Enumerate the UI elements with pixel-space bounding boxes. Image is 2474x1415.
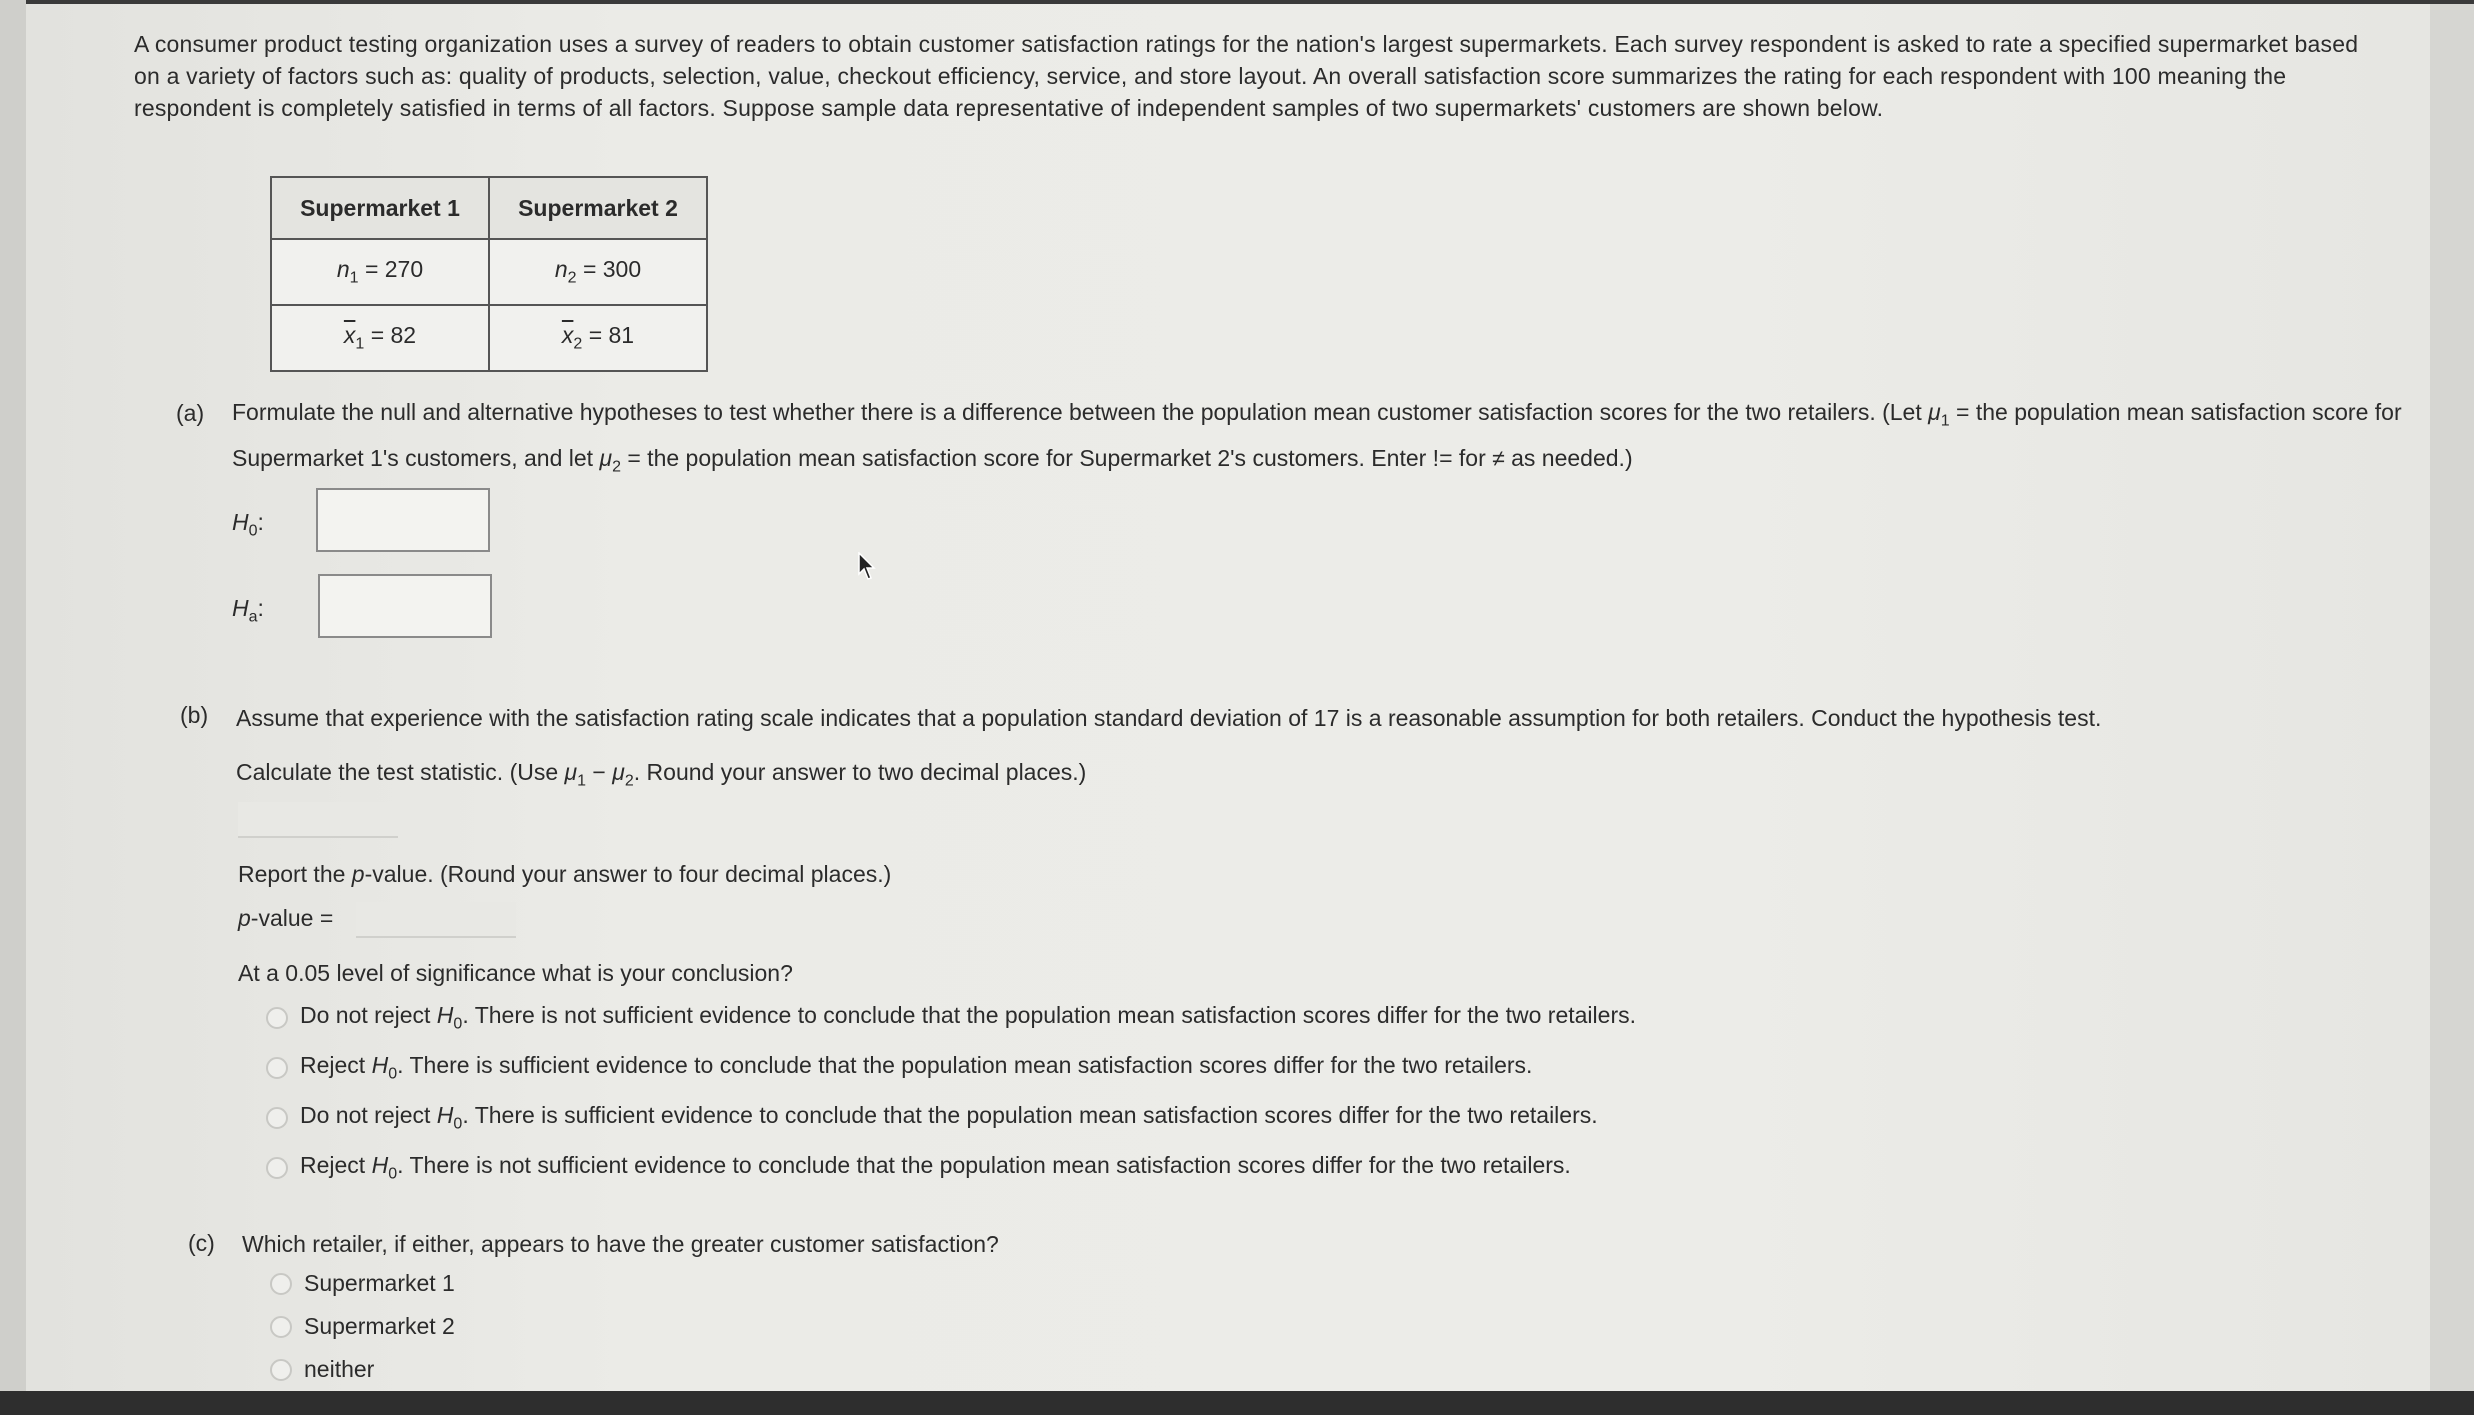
- option-text: Supermarket 2: [304, 1313, 455, 1339]
- radio-button[interactable]: [266, 1107, 288, 1129]
- retailer-option-neither[interactable]: [270, 1356, 374, 1383]
- retailer-option-supermarket-1[interactable]: [270, 1270, 455, 1297]
- page-scrollbar-area[interactable]: [2430, 4, 2474, 1391]
- part-b-question: Assume that experience with the satisfaction rating scale indicates that a population standard deviation of 17 is a reasonable assumption for both retailers. Conduct the hypothesis test.: [236, 705, 2102, 731]
- h0-label: $H_0$:: [232, 509, 264, 540]
- sample-size-2: $n_2 = 300$: [489, 239, 707, 305]
- radio-button[interactable]: [270, 1273, 292, 1295]
- conclusion-prompt: At a 0.05 level of significance what is your conclusion?: [238, 960, 793, 986]
- radio-button[interactable]: [266, 1157, 288, 1179]
- part-a-question: Formulate the null and alternative hypotheses to test whether there is a difference between the population mean customer satisfaction scores for the two retailers. (Let $\mu_1$ = the population mean satisfaction score for Supermarket 1's customers, and let $\mu_2$ = the population mean satisfaction score for Supermarket 2's customers. Enter != for ≠ as needed.): [232, 399, 2402, 476]
- ha-label: $H_a$:: [232, 595, 264, 626]
- null-hypothesis-input[interactable]: [316, 488, 490, 552]
- sample-mean-1: $\overline{x}_1 = 82$: [271, 305, 489, 371]
- test-statistic-prompt: Calculate the test statistic. (Use $\mu_1 - \mu_2$. Round your answer to two decimal places.): [236, 759, 1087, 790]
- screen-left-edge: [0, 0, 26, 1391]
- option-text: Reject $H_0$. There is sufficient evidence to conclude that the population mean satisfaction scores differ for the two retailers.: [300, 1052, 1533, 1083]
- part-b-label: (b): [180, 702, 209, 728]
- part-a-label: (a): [176, 400, 205, 426]
- option-text: Do not reject $H_0$. There is sufficient evidence to conclude that the population mean satisfaction scores differ for the two retailers.: [300, 1102, 1598, 1133]
- option-text: Do not reject $H_0$. There is not sufficient evidence to conclude that the population mean satisfaction scores differ for the two retailers.: [300, 1002, 1636, 1033]
- part-c-label: (c): [188, 1230, 215, 1256]
- sample-size-1: $n_1 = 270$: [271, 239, 489, 305]
- radio-button[interactable]: [270, 1316, 292, 1338]
- radio-button[interactable]: [266, 1057, 288, 1079]
- table-header-supermarket-1: Supermarket 1: [271, 177, 489, 239]
- problem-intro: A consumer product testing organization uses a survey of readers to obtain customer satisfaction ratings for the nation's largest supermarkets. Each survey respondent is asked to rate a specified supermarket based on a variety of factors such as: quality of products, selection, value, checkout efficiency, service, and store layout. An overall satisfaction score summarizes the rating for each respondent with 100 meaning the respondent is completely satisfied in terms of all factors. Suppose sample data representative of independent samples of two supermarkets' customers are shown below.: [134, 31, 2359, 121]
- option-text: Reject $H_0$. There is not sufficient evidence to conclude that the population mean satisfaction scores differ for the two retailers.: [300, 1152, 1571, 1183]
- option-text: Supermarket 1: [304, 1270, 455, 1296]
- table-header-supermarket-2: Supermarket 2: [489, 177, 707, 239]
- sample-data-table: [270, 176, 708, 372]
- option-text: neither: [304, 1356, 375, 1382]
- conclusion-option-4[interactable]: [266, 1152, 1571, 1184]
- screen-bottom-edge: [0, 1391, 2474, 1415]
- part-c-question: Which retailer, if either, appears to have the greater customer satisfaction?: [242, 1231, 999, 1257]
- p-value-prompt: Report the p-value. (Round your answer to four decimal places.): [238, 861, 892, 887]
- sample-mean-2: $\overline{x}_2 = 81$: [489, 305, 707, 371]
- p-value-input[interactable]: [356, 902, 516, 938]
- mouse-cursor-icon: [858, 552, 878, 582]
- conclusion-option-2[interactable]: [266, 1052, 1532, 1084]
- p-value-label: p-value =: [238, 905, 334, 931]
- conclusion-option-3[interactable]: [266, 1102, 1598, 1134]
- radio-button[interactable]: [270, 1359, 292, 1381]
- alternative-hypothesis-input[interactable]: [318, 574, 492, 638]
- radio-button[interactable]: [266, 1007, 288, 1029]
- test-statistic-input[interactable]: [238, 802, 398, 838]
- retailer-option-supermarket-2[interactable]: [270, 1313, 455, 1340]
- conclusion-option-1[interactable]: [266, 1002, 1636, 1034]
